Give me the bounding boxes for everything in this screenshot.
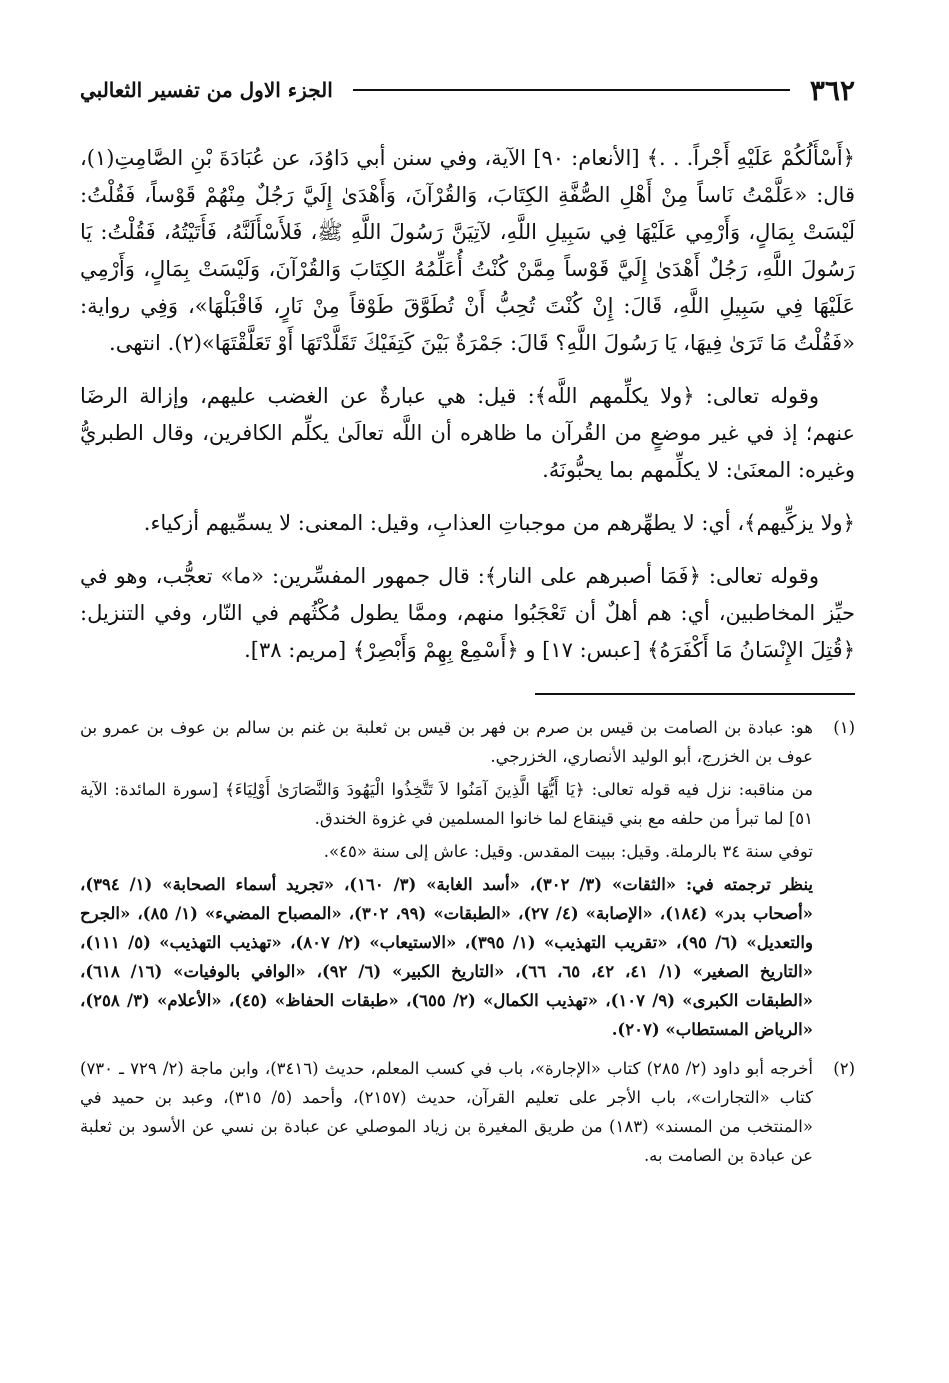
page-header	[80, 70, 855, 110]
main-text	[80, 140, 855, 669]
header-rule	[353, 89, 790, 91]
page-number: ٣٦٢	[809, 73, 855, 107]
footnote-separator	[535, 693, 855, 695]
footnote-body	[80, 1054, 813, 1174]
footnote	[80, 1054, 855, 1174]
footnote-text: أخرجه أبو داود (٢/ ٢٨٥) كتاب «الإجارة»، باب في كسب المعلم، حديث (٣٤١٦)، وابن ماجة (٢/ ٧٢٩ ـ ٧٣٠) كتاب «التجارات»، باب الأجر على تعليم القرآن، حديث (٢١٥٧)، وأحمد (٥/ ٣١٥)، وعبد بن حميد في «المنتخب من المسند» (١٨٣) من طريق المغيرة بن زياد الموصلي عن عبادة بن نسي عن الأسود بن ثعلبة عن عبادة بن الصامت به.	[80, 1059, 813, 1165]
book-page	[80, 70, 855, 1180]
paragraph: وقوله تعالى: ﴿ولا يكلِّمهم اللَّه﴾: قيل: هي عبارةٌ عن الغضب عليهم، وإزالة الرضَا عنهم؛ إذ في غير موضعٍ من القُرآن ما ظاهره أن اللَّه تعالَىٰ يكلِّم الكافرين، وقال الطبريُّ وغيره: المعنَىٰ: لا يكلِّمهم بما يحبُّونَهُ.	[80, 384, 855, 482]
running-title: الجزء الاول من تفسير الثعالبي	[80, 78, 333, 102]
paragraph: ﴿ولا يزكِّيهم﴾، أي: لا يطهِّرهم من موجباتِ العذابِ، وقيل: المعنى: لا يسمِّيهم أزكياء.	[143, 511, 855, 535]
footnote-references: ينظر ترجمته في: «الثقات» (٣/ ٣٠٢)، «أسد الغابة» (٣/ ١٦٠)، «تجريد أسماء الصحابة» (١/ ٣٩٤)، «أصحاب بدر» (١٨٤)، «الإصابة» (٤/ ٢٧)، «الطبقات» (٩٩، ٣٠٢)، «المصباح المضيء» (١/ ٨٥)، «الجرح والتعديل» (٦/ ٩٥)، «تقريب التهذيب» (١/ ٣٩٥)، «الاستيعاب» (٢/ ٨٠٧)، «تهذيب التهذيب» (٥/ ١١١)، «التاريخ الصغير» (١/ ٤١، ٤٢، ٦٥، ٦٦)، «التاريخ الكبير» (٦/ ٩٢)، «الوافي بالوفيات» (١٦/ ٦١٨)، «الطبقات الكبرى» (٩/ ١٠٧)، «تهذيب الكمال» (٢/ ٦٥٥)، «طبقات الحفاظ» (٤٥)، «الأعلام» (٣/ ٢٥٨)، «الرياض المستطاب» (٢٠٧).	[80, 875, 814, 1039]
footnotes	[80, 713, 855, 1174]
footnote	[80, 713, 855, 1048]
footnote-text: من مناقبه: نزل فيه قوله تعالى: ﴿يَا أَيُّهَا الَّذِينَ آمَنُوا لاَ تَتَّخِذُوا الْيَهُودَ وَالنَّصَارَىٰ أَوْلِيَاءَ﴾ [سورة المائدة: الآية ٥١] لما تبرأ من حلفه مع بني قينقاع لما خانوا المسلمين في غزوة الخندق.	[80, 780, 813, 828]
paragraph: وقوله تعالى: ﴿فَمَا أصبرهم على النار﴾: قال جمهور المفسِّرين: «ما» تعجُّب، وهو في حيِّز المخاطبين، أي: هم أهلٌ أن تَعْجَبُوا منهم، وممَّا يطول مُكْثُهم في النّار، وفي التنزيل: ﴿قُتِلَ الإِنْسَانُ مَا أَكْفَرَهُ﴾ [عبس: ١٧] و ﴿أَسْمِعْ بِهِمْ وَأَبْصِرْ﴾ [مريم: ٣٨].	[80, 564, 855, 662]
footnote-number: (١)	[833, 718, 855, 737]
footnote-number: (٢)	[833, 1059, 855, 1078]
paragraph: ﴿أَسْأَلُكُمْ عَلَيْهِ أَجْراً. . .﴾ [الأنعام: ٩٠] الآية، وفي سنن أبي دَاوُدَ، عن عُبَادَةَ بْنِ الصَّامِتِ(١)، قال: «عَلَّمْتُ نَاساً مِنْ أَهْلِ الصُّفَّةِ الكِتَابَ، وَالقُرْآنَ، وَأَهْدَىٰ إِلَيَّ رَجُلٌ مِنْهُمْ قَوْساً، فَقُلْتُ: لَيْسَتْ بِمَالٍ، وَأَرْمِي عَلَيْهَا فِي سَبِيلِ اللَّهِ، لآتِيَنَّ رَسُولَ اللَّهِ ﷺ، فَلأَسْأَلَنَّهُ، فَأَتَيْتُهُ، فَقُلْتُ: يَا رَسُولَ اللَّهِ، رَجُلٌ أَهْدَىٰ إِلَيَّ قَوْساً مِمَّنْ كُنْتُ أُعَلِّمُهُ الكِتَابَ وَالقُرْآنَ، وَلَيْسَتْ بِمَالٍ، وَأَرْمِي عَلَيْهَا فِي سَبِيلِ اللَّهِ، قَالَ: إِنْ كُنْتَ تُحِبُّ أَنْ تُطَوَّقَ طَوْقاً مِنْ نَارٍ، فَاقْبَلْهَا»، وَفِي رواية: «فَقُلْتُ مَا تَرَىٰ فِيهَا، يَا رَسُولَ اللَّهِ؟ قَالَ: جَمْرَةٌ بَيْنَ كَتِفَيْكَ تَقَلَّدْتَهَا أَوْ تَعَلَّقْتَهَا»(٢). انتهى.	[80, 146, 855, 355]
footnote-body	[80, 713, 813, 1048]
footnote-text: توفي سنة ٣٤ بالرملة. وقيل: ببيت المقدس. وقيل: عاش إلى سنة «٤٥».	[323, 842, 813, 861]
footnote-text: هو: عبادة بن الصامت بن قيس بن صرم بن فهر بن قيس بن ثعلبة بن غنم بن سالم بن عوف بن عمرو بن عوف بن الخزرج، أبو الوليد الأنصاري، الخزرجي.	[80, 718, 813, 766]
